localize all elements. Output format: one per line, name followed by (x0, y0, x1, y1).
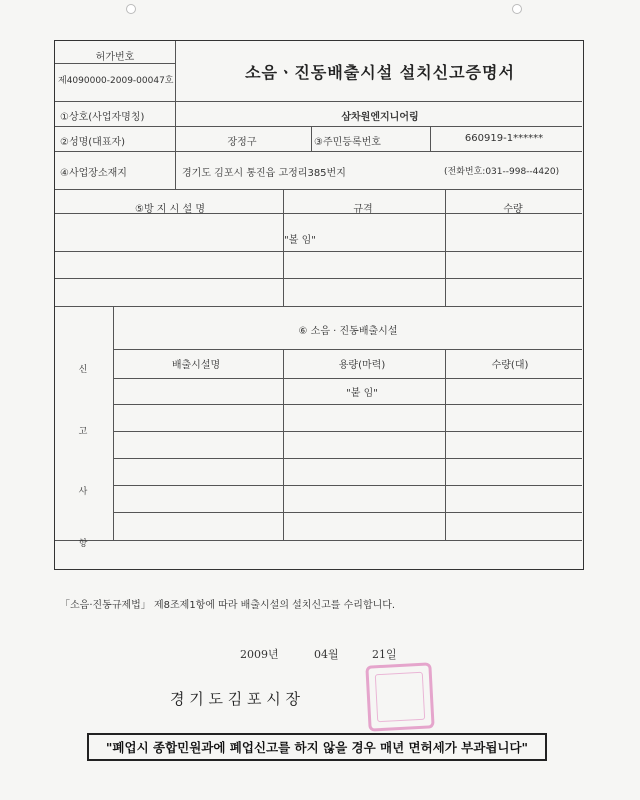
representative-label: ②성명(대표자) (60, 137, 126, 148)
page-title: 소음ㆍ진동배출시설 설치신고증명서 (245, 63, 515, 82)
emission-attached-text: "붙 임" (346, 388, 378, 399)
id-number-label: ③주민등록번호 (314, 137, 381, 148)
report-side-char-2: 고 (78, 427, 88, 437)
emission-name-header: 배출시설명 (171, 360, 221, 371)
date-month: 04월 (314, 648, 339, 661)
prevention-name-header: ⑤방 지 시 설 명 (135, 204, 205, 215)
report-side-char-3: 사 (78, 487, 88, 497)
representative-value: 장정구 (227, 137, 257, 148)
address-label: ④사업장소재지 (60, 168, 127, 179)
business-name-value: 삼차원엔지니어링 (341, 112, 419, 123)
prevention-qty-header: 수량 (503, 204, 523, 215)
business-name-label: ①상호(사업자명칭) (60, 112, 145, 123)
binder-hole-left (126, 4, 136, 14)
permit-number: 제4090000-2009-00047호 (58, 76, 174, 86)
emission-qty-header: 수량(대) (491, 360, 529, 371)
date-year: 2009년 (240, 648, 279, 661)
date-day: 21일 (372, 648, 397, 661)
permit-label: 허가번호 (95, 52, 135, 63)
approval-statement: 「소음·진동규제법」 제8조제1항에 따라 배출시설의 설치신고를 수리합니다. (60, 600, 396, 611)
address-value: 경기도 김포시 통진읍 고정리385번지 (182, 168, 346, 179)
id-number-value: 660919-1****** (464, 133, 544, 144)
report-side-char-1: 신 (78, 365, 88, 375)
prevention-spec-header: 규격 (353, 204, 373, 215)
notice-box (87, 733, 547, 761)
binder-hole-right (512, 4, 522, 14)
phone-value: (전화번호:031--998--4420) (444, 167, 560, 177)
emission-section-title: ⑥ 소음 · 진동배출시설 (298, 326, 398, 337)
notice-text: "폐업시 종합민원과에 폐업신고를 하지 않을 경우 매년 면허세가 부과됩니다" (105, 740, 529, 755)
emission-capacity-header: 용량(마력) (338, 360, 386, 371)
issuer-name: 경 기 도 김 포 시 장 (170, 690, 301, 708)
official-seal-stamp (365, 662, 434, 731)
prevention-attached-text: "볼 임" (284, 235, 316, 246)
report-side-char-4: 항 (78, 539, 88, 549)
